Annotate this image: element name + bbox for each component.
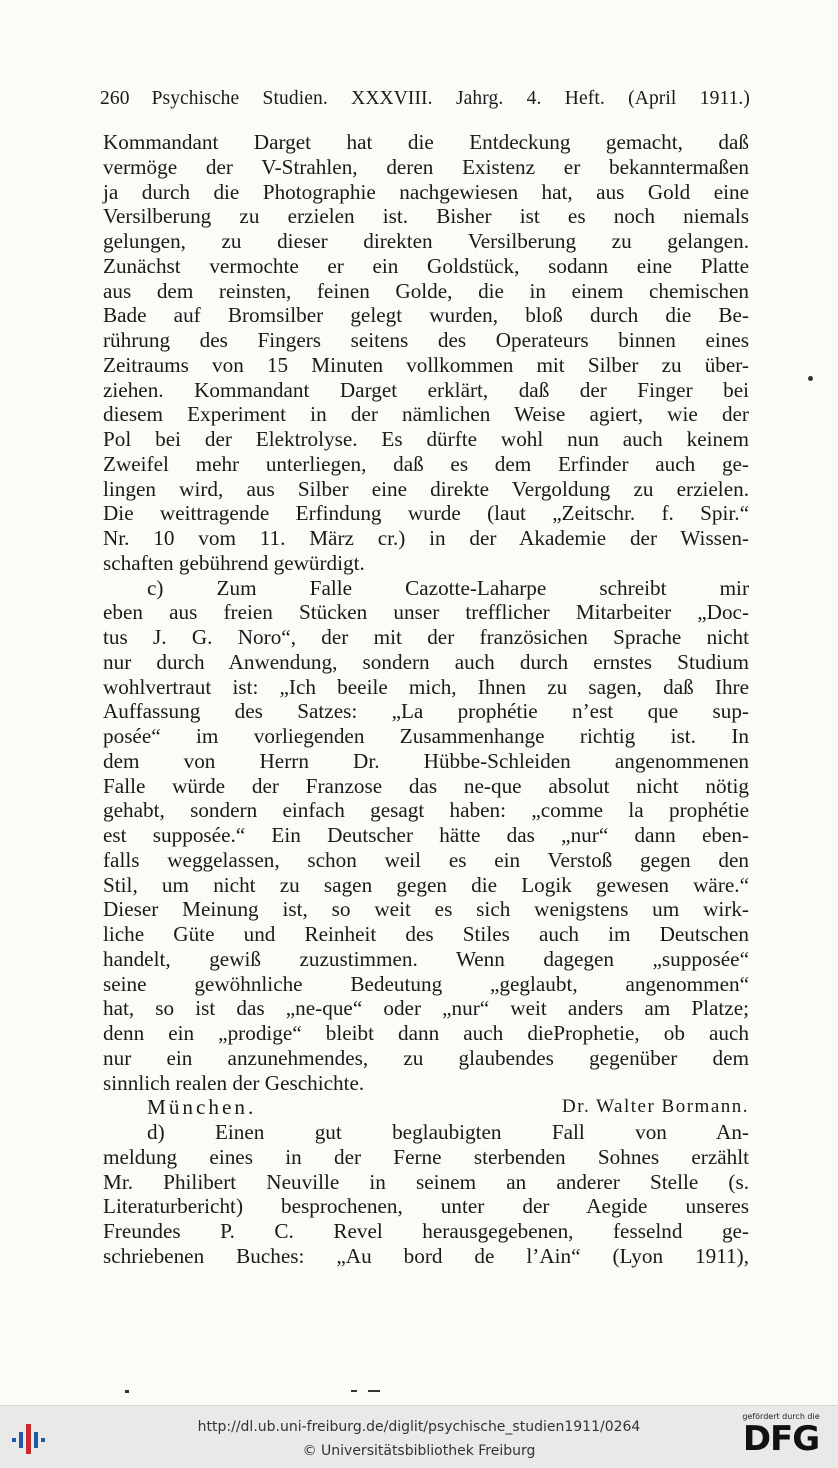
copyright-notice: © Universitätsbibliothek Freiburg — [302, 1443, 536, 1459]
text-line: dem von Herrn Dr. Hübbe-Schleiden angenommenen — [103, 748, 749, 773]
text-line: posée“ im vorliegenden Zusammenhange richtig ist. In — [103, 724, 749, 748]
text-line: Auffassung des Satzes: „La prophétie n’est que sup- — [103, 699, 749, 724]
text-line: falls weggelassen, schon weil es ein Verstoß gegen den — [103, 847, 749, 872]
scan-mark — [368, 1390, 380, 1392]
paragraph-d-start: d) Einen gut beglaubigten Fall von An- — [147, 1120, 749, 1144]
running-title: Psychische Studien. XXXVIII. Jahrg. 4. Heft. (April 1911.) — [151, 88, 750, 109]
text-line: Nr. 10 vom 11. März cr.) in der Akademie der Wissen- — [103, 526, 749, 550]
viewer-footer — [0, 1405, 838, 1468]
document-url-link[interactable]: http://dl.ub.uni-freiburg.de/diglit/psychische_studien1911/0264 — [197, 1419, 641, 1435]
text-line: schriebenen Buches: „Au bord de l’Ain“ (Lyon 1911), — [103, 1243, 749, 1268]
scan-mark — [351, 1390, 357, 1392]
text-line: Versilberung zu erzielen ist. Bisher ist es noch niemals — [103, 204, 749, 229]
dfg-logo-text: DFG — [742, 1419, 820, 1459]
text-line: Dieser Meinung ist, so weit es sich wenigstens um wirk- — [103, 897, 749, 922]
text-line: denn ein „prodige“ bleibt dann auch dieProphetie, ob auch — [103, 1021, 749, 1045]
text-line: handelt, gewiß zuzustimmen. Wenn dagegen „supposée“ — [103, 946, 749, 971]
text-line: Falle würde der Franzose das ne-que absolut nicht nötig — [103, 773, 749, 798]
signature-place: München. — [147, 1095, 257, 1120]
scan-mark — [125, 1390, 129, 1393]
text-line: Stil, um nicht zu sagen gegen die Logik gewesen wäre.“ — [103, 872, 749, 897]
text-line: Zeitraums von 15 Minuten vollkommen mit Silber zu über- — [103, 352, 749, 377]
text-line: sinnlich realen der Geschichte. — [103, 1070, 365, 1095]
page-number: 260 — [100, 88, 130, 109]
text-line: liche Güte und Reinheit des Stiles auch im Deutschen — [103, 922, 749, 946]
text-line: nur durch Anwendung, sondern auch durch ernstes Studium — [103, 649, 749, 674]
text-line: Bade auf Bromsilber gelegt wurden, bloß durch die Be- — [103, 303, 749, 328]
text-line: ja durch die Photographie nachgewiesen hat, aus Gold eine — [103, 179, 749, 204]
text-line: gelungen, zu dieser direkten Versilberung zu gelangen. — [103, 229, 749, 253]
text-line: Pol bei der Elektrolyse. Es dürfte wohl nun auch keinem — [103, 427, 749, 451]
paragraph-c-start: c) Zum Falle Cazotte-Laharpe schreibt mir — [147, 575, 749, 600]
body-text — [103, 130, 749, 1269]
text-line: est supposée.“ Ein Deutscher hätte das „nur“ dann eben- — [103, 823, 749, 847]
text-line: eben aus freien Stücken unser trefflicher Mitarbeiter „Doc- — [103, 600, 749, 625]
text-line: Literaturbericht) besprochenen, unter der Aegide unseres — [103, 1194, 749, 1219]
text-line: aus dem reinsten, feinen Golde, die in einem chemischen — [103, 278, 749, 303]
funder-note: gefördert durch die — [742, 1412, 820, 1421]
text-line: vermöge der V-Strahlen, deren Existenz er bekanntermaßen — [103, 154, 749, 179]
text-line: ziehen. Kommandant Darget erklärt, daß der Finger bei — [103, 377, 749, 402]
text-line: schaften gebührend gewürdigt. — [103, 550, 365, 575]
text-line: nur ein anzunehmendes, zu glaubendes gegenüber dem — [103, 1045, 749, 1070]
text-line: seine gewöhnliche Bedeutung „geglaubt, angenommen“ — [103, 971, 749, 996]
text-line: Die weittragende Erfindung wurde (laut „Zeitschr. f. Spir.“ — [103, 501, 749, 526]
text-line: Kommandant Darget hat die Entdeckung gemacht, daß — [103, 130, 749, 154]
text-line: gehabt, sondern einfach gesagt haben: „comme la prophétie — [103, 798, 749, 823]
text-line: lingen wird, aus Silber eine direkte Vergoldung zu erzielen. — [103, 476, 749, 501]
dfg-logo — [736, 1412, 826, 1464]
running-header — [100, 88, 750, 110]
text-line: hat, so ist das „ne-que“ oder „nur“ weit anders am Platze; — [103, 996, 749, 1021]
text-line: Zunächst vermochte er ein Goldstück, sodann eine Platte — [103, 253, 749, 278]
text-line: Freundes P. C. Revel herausgegebenen, fesselnd ge- — [103, 1219, 749, 1243]
text-line: meldung eines in der Ferne sterbenden Sohnes erzählt — [103, 1144, 749, 1169]
text-line: Mr. Philibert Neuville in seinem an anderer Stelle (s. — [103, 1169, 749, 1194]
text-line: diesem Experiment in der nämlichen Weise agiert, wie der — [103, 402, 749, 427]
margin-mark — [808, 376, 813, 381]
signature-line — [103, 1095, 749, 1120]
text-line: rührung des Fingers seitens des Operateurs binnen eines — [103, 328, 749, 352]
text-line: tus J. G. Noro“, der mit der französichen Sprache nicht — [103, 625, 749, 649]
signature-author: Dr. Walter Bormann. — [561, 1096, 749, 1118]
text-line: Zweifel mehr unterliegen, daß es dem Erfinder auch ge- — [103, 451, 749, 476]
text-line: wohlvertraut ist: „Ich beeile mich, Ihnen zu sagen, daß Ihre — [103, 674, 749, 699]
